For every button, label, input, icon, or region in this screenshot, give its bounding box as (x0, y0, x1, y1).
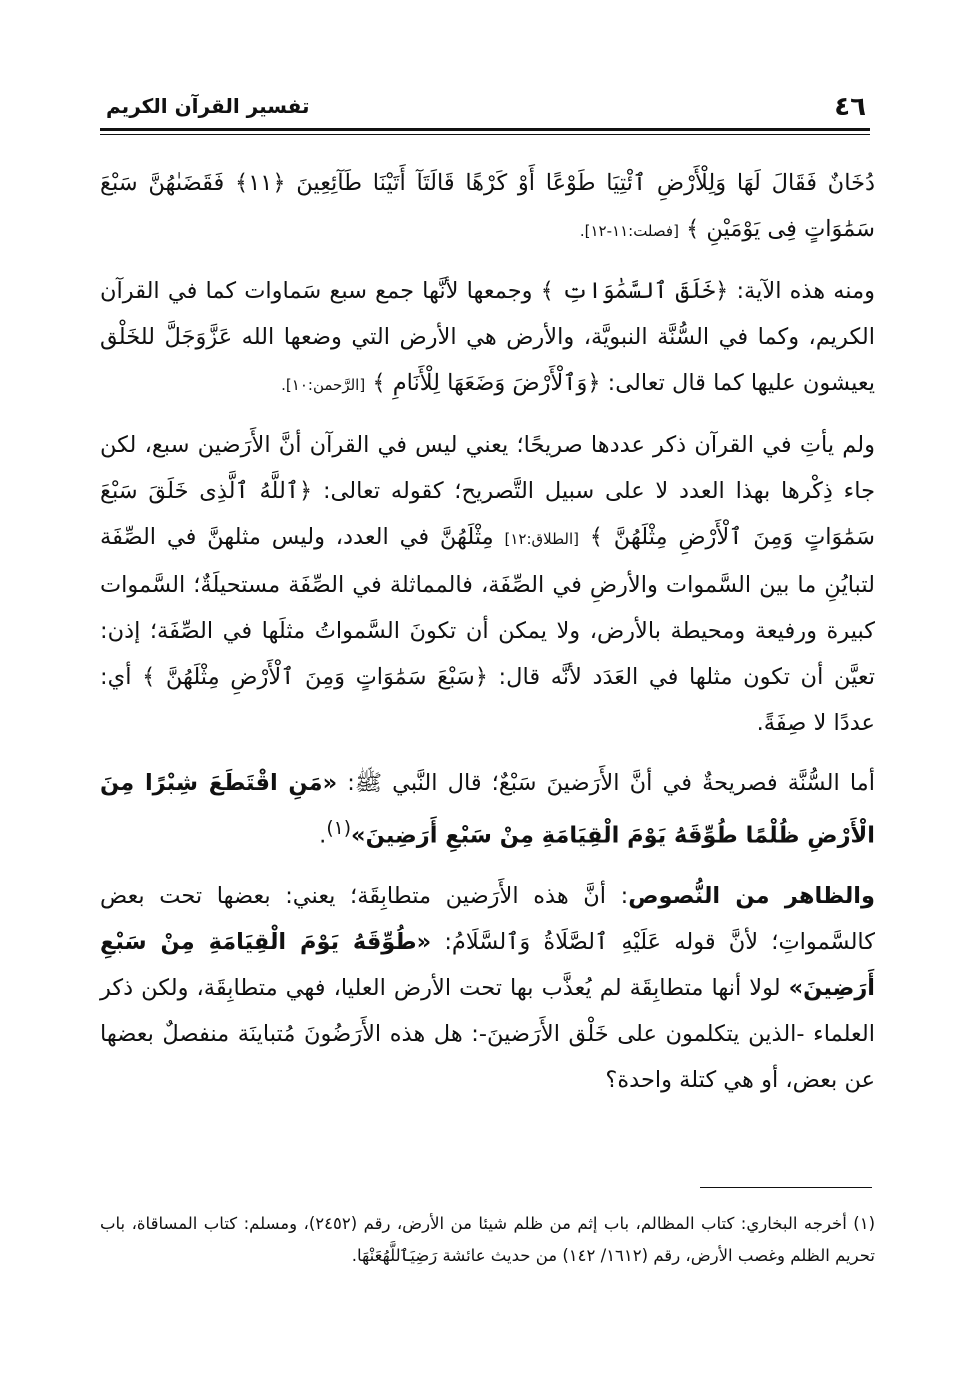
verse-reference: [الطلاق:١٢] (504, 530, 579, 548)
page-number: ٤٦ (834, 92, 866, 122)
footnotes (100, 1208, 875, 1272)
paragraph-text: : أنَّ هذه الأَرَضين متطابِقَة؛ يعني: بعضها تحت بعض كالسَّمواتِ؛ لأنَّ قوله عَلَيْهِ ٱلصَّلَاةُ وَٱلسَّلَامُ: (100, 882, 875, 955)
paragraph-text: وجمعها لأنَّها جمع سبع سَماوات كما في القرآن الكريم، وكما في السُّنَّة النبويَّة، والأرض هي الأرض التي وضعها الله عَزَّوَجَلَّ للخَلْق يعيشون عليها كما قال تعالى: (100, 278, 875, 396)
hadith-quote: «مَنِ اقْتَطَعَ شِبْرًا مِنَ الْأَرْضِ ظُلْمًا طُوِّقَهُ يَوْمَ الْقِيَامَةِ مِنْ سَبْعِ أَرَضِينَ» (100, 770, 875, 849)
quran-verse: ﴿ٱللَّهُ ٱلَّذِى خَلَقَ سَبْعَ سَمَٰوَاتٍ وَمِنَ ٱلْأَرْضِ مِثْلَهُنَّ ﴾ (100, 478, 875, 550)
book-title: تفسير القرآن الكريم (106, 94, 310, 118)
paragraph-2 (100, 268, 875, 408)
main-text (100, 160, 875, 1117)
quran-verse: ﴿سَبْعَ سَمَٰوَاتٍ وَمِنَ ٱلْأَرْضِ مِثْلَهُنَّ ﴾ (142, 664, 488, 690)
paragraph-text: ولم يأتِ في القرآن ذكر عددها صريحًا؛ يعني ليس في القرآن أنَّ الأَرَضين سبع، لكن جاء ذِكْرها بهذا العدد لا على سبيل التَّصريح؛ كقوله تعالى: (100, 432, 875, 504)
quran-verse: ﴿خَلَقَ ٱلسَّمَٰوَاتِ ﴾ (540, 278, 729, 304)
footnote-marker[interactable]: (١) (326, 818, 352, 839)
paragraph-text: . (319, 822, 327, 849)
paragraph-text: أما السُّنَّة فصريحةٌ في أنَّ الأَرَضينَ سَبْعٌ؛ قال النَّبي ﷺ: (337, 770, 875, 796)
paragraph-5 (100, 873, 875, 1103)
paragraph-1 (100, 160, 875, 254)
quran-verse: دُخَانٌ فَقَالَ لَهَا وَلِلْأَرْضِ ٱئْتِيَا طَوْعًا أَوْ كَرْهًا قَالَتَآ أَتَيْنَا طَآئِعِينَ ﴿١١﴾ فَقَضَىٰهُنَّ سَبْعَ سَمَٰوَاتٍ فِى يَوْمَيْنِ ﴾ (100, 170, 875, 242)
verse-reference: [فصلت:١١-١٢]. (579, 222, 679, 240)
page-header (100, 88, 870, 131)
paragraph-4 (100, 760, 875, 859)
paragraph-text: مِثْلَهُنَّ في العدد، وليس مثلهنَّ في الصِّفَة لتبايُنِ ما بين السَّموات والأرضِ في الصِّفَة، فالمماثلة في الصِّفَة مستحيلَةٌ؛ السَّموات كبيرة ورفيعة ومحيطة بالأرض، ولا يمكن أن تكونَ السَّمواتُ مثلَها في الصِّفَة؛ إذن: تعيَّن أن تكون مثلها في العَدَد لأنَّه قال: (100, 524, 875, 690)
paragraph-text: ومنه هذه الآية: (728, 278, 875, 304)
quran-verse: ﴿وَٱلْأَرْضَ وَضَعَهَا لِلْأَنَامِ ﴾ (372, 370, 601, 396)
paragraph-lead: والظاهر من النُّصوص (628, 882, 875, 909)
paragraph-text: لولا أنها متطابِقَة لم يُعذَّب بها تحت الأرض العليا، فهي متطابِقَة، ولكن ذكر العلماء -الذين يتكلمون على خَلْق الأَرَضينَ-: هل هذه الأَرَضُونَ مُتباينَة منفصلٌ بعضها عن بعض، أو هي كتلة واحدة؟ (100, 974, 875, 1093)
paragraph-3 (100, 422, 875, 746)
paragraph-text: أي: عددًا لا صِفَةً. (100, 664, 875, 736)
verse-reference: [الرَّحمن:١٠]. (281, 376, 366, 394)
footnote-1: (١) أخرجه البخاري: كتاب المظالم، باب إثم من ظلم شيئا من الأرض، رقم (٢٤٥٢)، ومسلم: كتاب المساقاة، باب تحريم الظلم وغصب الأرض، رقم (١٦١٢/ ١٤٢) من حديث عائشة رَضِيَٱللَّهُعَنْهَا. (100, 1214, 875, 1265)
footnote-divider (700, 1187, 872, 1188)
hadith-quote: «طُوِّقَهُ يَوْمَ الْقِيَامَةِ مِنْ سَبْعِ أَرَضِينَ» (100, 928, 875, 1001)
